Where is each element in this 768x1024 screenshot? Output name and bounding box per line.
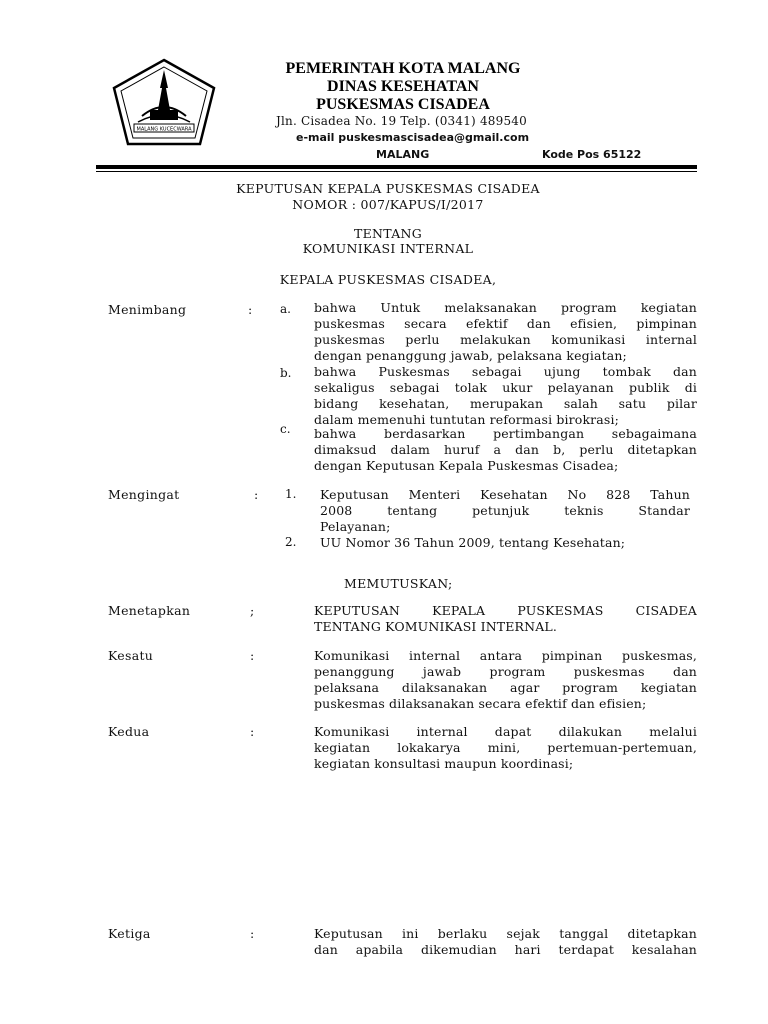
mengingat-label: Mengingat	[108, 487, 180, 502]
issuer-heading: KEPALA PUSKESMAS CISADEA,	[279, 272, 497, 287]
kesatu-body: Komunikasi internal antara pimpinan puskesmas, penanggung jawab program puskesmas dan pelaksana dilaksanakan agar program kegiatan puskesmas dilaksanakan secara efektif dan efisien;	[314, 648, 697, 711]
menimbang-mark-a: a.	[280, 302, 291, 316]
mengingat-mark-1: 1.	[285, 487, 297, 501]
decree-number: NOMOR : 007/KAPUS/I/2017	[292, 197, 484, 212]
ketiga-body: Keputusan ini berlaku sejak tanggal ditetapkan dan apabila dikemudian hari terdapat kesalahan	[314, 926, 697, 957]
email-line: e-mail puskesmascisadea@gmail.com	[296, 131, 530, 144]
department-name: DINAS KESEHATAN	[327, 78, 479, 95]
menetapkan-body: KEPUTUSAN KEPALA PUSKESMAS CISADEA TENTANG KOMUNIKASI INTERNAL.	[314, 603, 697, 634]
clinic-name: PUSKESMAS CISADEA	[316, 96, 490, 113]
mengingat-mark-2: 2.	[285, 535, 297, 549]
mengingat-item-1: Keputusan Menteri Kesehatan No 828 Tahun 2008 tentang petunjuk teknis Standar Pelayanan;	[320, 487, 690, 534]
header-rule-thick	[96, 165, 697, 169]
menetapkan-label: Menetapkan	[108, 603, 191, 618]
kesatu-label: Kesatu	[108, 648, 154, 663]
menimbang-item-b: bahwa Puskesmas sebagai ujung tombak dan sekaligus sebagai tolak ukur pelayanan publik di bidang kesehatan, merupakan salah satu pilar dalam memenuhi tuntutan reformasi birokrasi;	[314, 364, 697, 427]
kedua-body: Komunikasi internal dapat dilakukan melalui kegiatan lokakarya mini, pertemuan-pertemuan, kegiatan konsultasi maupun koordinasi;	[314, 724, 697, 771]
mengingat-colon: :	[254, 487, 259, 502]
address-line: Jln. Cisadea No. 19 Telp. (0341) 489540	[276, 114, 527, 128]
government-name: PEMERINTAH KOTA MALANG	[285, 60, 521, 77]
city-emblem-logo	[112, 58, 216, 146]
memutuskan-heading: MEMUTUSKAN;	[344, 576, 453, 591]
mengingat-item-2: UU Nomor 36 Tahun 2009, tentang Kesehatan;	[320, 535, 626, 550]
menimbang-item-c: bahwa berdasarkan pertimbangan sebagaimana dimaksud dalam huruf a dan b, perlu ditetapkan dengan Keputusan Kepala Puskesmas Cisadea;	[314, 426, 697, 473]
postal-code: Kode Pos 65122	[542, 148, 642, 161]
ketiga-label: Ketiga	[108, 926, 151, 941]
kedua-label: Kedua	[108, 724, 150, 739]
decree-title: KEPUTUSAN KEPALA PUSKESMAS CISADEA	[236, 181, 540, 196]
kesatu-colon: :	[250, 648, 255, 663]
ketiga-colon: :	[250, 926, 255, 941]
menimbang-colon: :	[248, 302, 253, 317]
menimbang-label: Menimbang	[108, 302, 187, 317]
menimbang-mark-b: b.	[280, 366, 292, 380]
about-label: TENTANG	[353, 226, 423, 241]
logo-motto: MALANG KUCECWARA	[136, 126, 192, 133]
menetapkan-colon: ;	[250, 603, 255, 618]
menimbang-item-a: bahwa Untuk melaksanakan program kegiatan puskesmas secara efektif dan efisien, pimpinan puskesmas perlu melakukan komunikasi internal dengan penanggung jawab, pelaksana kegiatan;	[314, 300, 697, 363]
header-rule-thin	[96, 171, 697, 172]
kedua-colon: :	[250, 724, 255, 739]
menimbang-mark-c: c.	[280, 422, 291, 436]
decree-subject: KOMUNIKASI INTERNAL	[302, 241, 474, 256]
city-label: MALANG	[376, 148, 430, 161]
